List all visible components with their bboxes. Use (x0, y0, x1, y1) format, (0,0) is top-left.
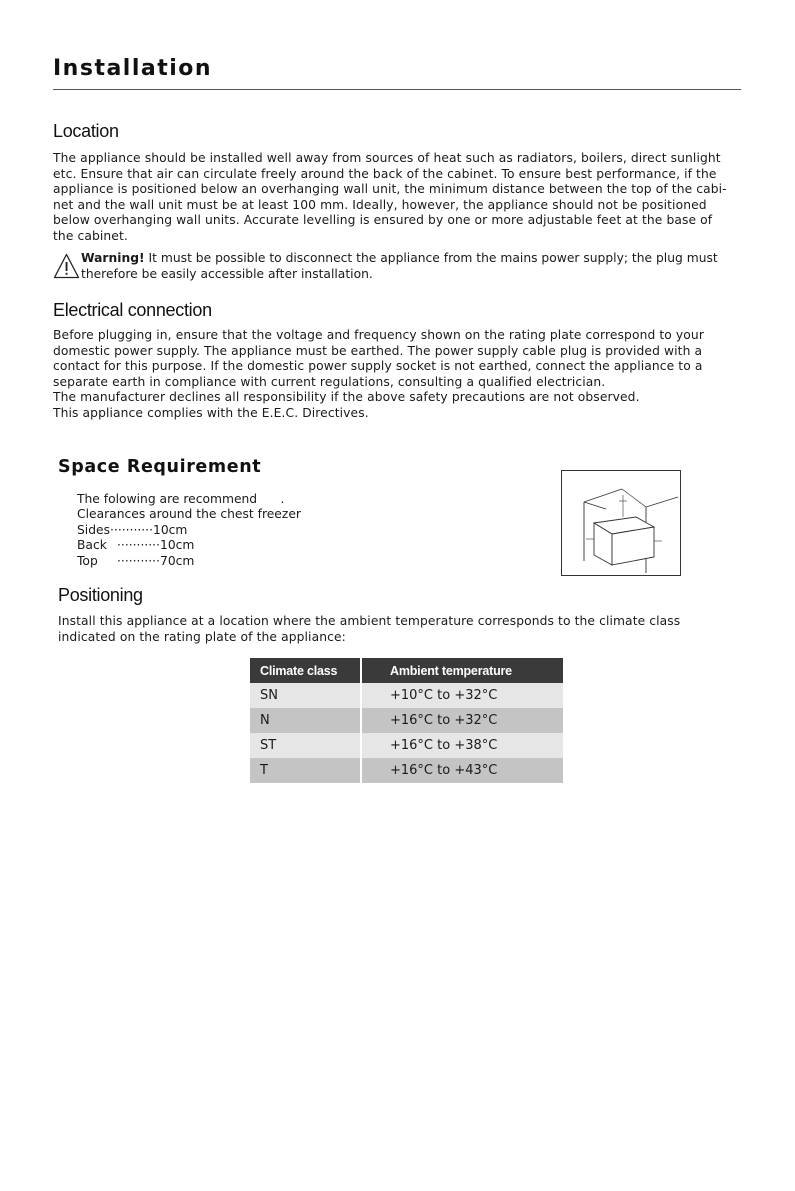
chest-freezer-clearance-figure (561, 470, 681, 576)
clearance-value: ···········70cm (117, 553, 195, 568)
location-line: below overhanging wall units. Accurate levelling is ensured by one or more adjustable feet at the base of (53, 213, 713, 228)
page-title: Installation (53, 56, 213, 81)
clearance-intro: The folowing are recommend . (77, 492, 285, 506)
electrical-line: Before plugging in, ensure that the voltage and frequency shown on the rating plate correspond to your (53, 328, 704, 342)
ambient-temperature-cell: +16°C to +43°C (362, 758, 563, 783)
clearance-label: Top (77, 553, 98, 568)
location-paragraph (53, 151, 727, 245)
electrical-paragraph (53, 328, 704, 422)
clearance-value: ···········10cm (110, 522, 188, 537)
positioning-heading: Positioning (58, 585, 143, 605)
climate-class-table (248, 658, 565, 783)
location-line: etc. Ensure that air can circulate freely around the back of the cabinet. To ensure best performance, if the (53, 166, 717, 181)
table-row (250, 733, 563, 758)
climate-class-cell: T (250, 758, 360, 783)
ambient-temperature-cell: +16°C to +32°C (362, 708, 563, 733)
space-requirement-heading: Space Requirement (58, 457, 262, 477)
location-heading: Location (53, 121, 119, 141)
clearance-label: Back (77, 538, 107, 553)
clearance-item (77, 554, 301, 569)
clearance-item (77, 538, 301, 553)
table-row (250, 683, 563, 708)
electrical-line: This appliance complies with the E.E.C. Directives. (53, 405, 369, 420)
electrical-line: contact for this purpose. If the domestic power supply socket is not earthed, connect the appliance to a (53, 359, 703, 374)
table-row (250, 708, 563, 733)
clearance-list (77, 492, 301, 569)
climate-class-cell: SN (250, 683, 360, 708)
warning-line: therefore be easily accessible after installation. (81, 266, 373, 281)
chest-freezer-illustration (562, 471, 680, 575)
location-line: the cabinet. (53, 228, 128, 243)
location-line: appliance is positioned below an overhanging wall unit, the minimum distance between the top of the cabi- (53, 182, 727, 197)
electrical-heading: Electrical connection (53, 300, 212, 320)
warning-triangle-icon (53, 253, 80, 279)
electrical-line: The manufacturer declines all responsibility if the above safety precautions are not observed. (53, 390, 640, 405)
clearance-item (77, 523, 301, 538)
electrical-line: domestic power supply. The appliance must be earthed. The power supply cable plug is provided with a (53, 343, 703, 358)
positioning-line: Install this appliance at a location where the ambient temperature corresponds to the climate class (58, 614, 681, 628)
ambient-temperature-cell: +10°C to +32°C (362, 683, 563, 708)
warning-line: It must be possible to disconnect the appliance from the mains power supply; the plug must (144, 251, 718, 265)
clearance-value: ···········10cm (117, 538, 195, 553)
warning-text (81, 251, 718, 282)
climate-class-cell: ST (250, 733, 360, 758)
table-row (250, 758, 563, 783)
column-header-ambient-temperature: Ambient temperature (362, 658, 563, 683)
table-header-row (250, 658, 563, 683)
warning-label: Warning! (81, 251, 145, 265)
positioning-paragraph (58, 614, 680, 645)
positioning-line: indicated on the rating plate of the appliance: (58, 629, 346, 644)
location-line: The appliance should be installed well away from sources of heat such as radiators, boilers, direct sunlight (53, 151, 721, 165)
ambient-temperature-cell: +16°C to +38°C (362, 733, 563, 758)
title-divider (53, 89, 741, 90)
clearance-label: Sides (77, 522, 110, 537)
electrical-line: separate earth in compliance with current regulations, consulting a qualified electrician. (53, 374, 606, 389)
climate-class-cell: N (250, 708, 360, 733)
column-header-climate-class: Climate class (250, 658, 360, 683)
clearance-intro: Clearances around the chest freezer (77, 507, 301, 522)
location-line: net and the wall unit must be at least 100 mm. Ideally, however, the appliance should not be positioned (53, 197, 707, 212)
